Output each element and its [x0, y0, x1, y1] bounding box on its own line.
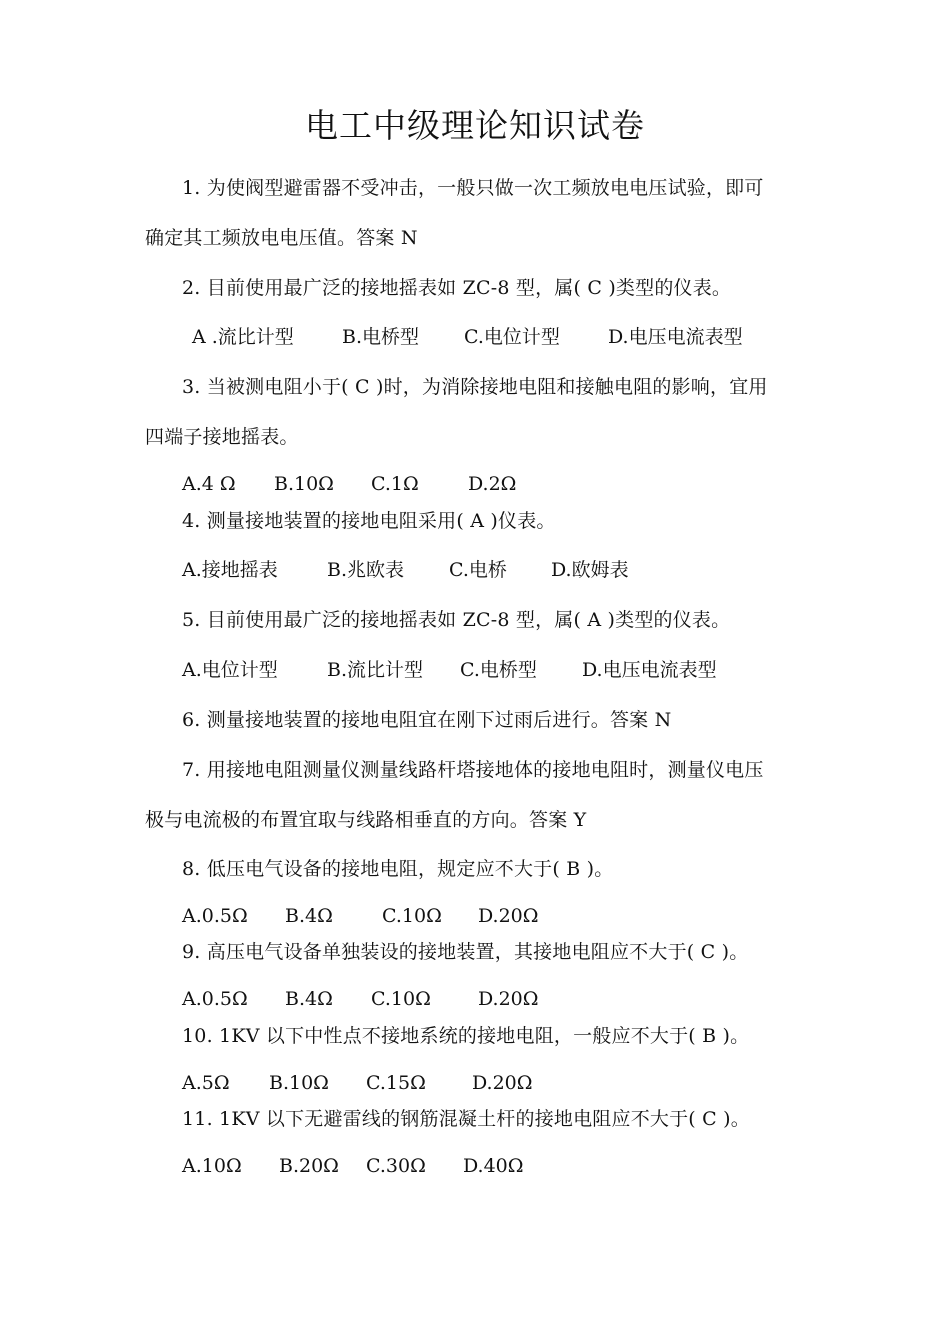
option-b: B.流比计型 — [327, 659, 424, 681]
option-b: B.兆欧表 — [327, 559, 405, 581]
question-3-text: 3. 当被测电阻小于( C )时，为消除接地电阻和接触电阻的影响，宜用 — [182, 376, 768, 398]
option-b: B.电桥型 — [342, 326, 420, 348]
question-10-text: 10. 1KV 以下中性点不接地系统的接地电阻，一般应不大于( B )。 — [182, 1025, 750, 1047]
question-1-text: 1. 为使阀型避雷器不受冲击，一般只做一次工频放电电压试验，即可 — [182, 177, 764, 199]
option-a: A .流比计型 — [192, 326, 294, 348]
option-a: A.10Ω — [182, 1155, 242, 1177]
option-c: C.电桥型 — [460, 659, 537, 681]
option-d: D.欧姆表 — [551, 559, 629, 581]
option-a: A.0.5Ω — [182, 905, 248, 927]
option-c: C.10Ω — [371, 988, 431, 1010]
question-1-text-cont: 确定其工频放电电压值。答案 N — [145, 227, 418, 249]
option-d: D.20Ω — [478, 988, 539, 1010]
option-b: B.4Ω — [285, 905, 333, 927]
option-c: C.电位计型 — [464, 326, 560, 348]
question-2-text: 2. 目前使用最广泛的接地摇表如 ZC-8 型，属( C )类型的仪表。 — [182, 277, 732, 299]
option-b: B.4Ω — [285, 988, 333, 1010]
option-b: B.10Ω — [274, 473, 334, 495]
option-c: C.10Ω — [382, 905, 442, 927]
question-4-text: 4. 测量接地装置的接地电阻采用( A )仪表。 — [182, 510, 556, 532]
question-8-text: 8. 低压电气设备的接地电阻，规定应不大于( B )。 — [182, 858, 614, 880]
option-d: D.电压电流表型 — [582, 659, 717, 681]
question-5-text: 5. 目前使用最广泛的接地摇表如 ZC-8 型，属( A )类型的仪表。 — [182, 609, 731, 631]
option-a: A.4 Ω — [182, 473, 236, 495]
option-a: A.接地摇表 — [182, 559, 278, 581]
option-a: A.电位计型 — [182, 659, 278, 681]
question-3-text-cont: 四端子接地摇表。 — [145, 426, 299, 448]
question-7-text: 7. 用接地电阻测量仪测量线路杆塔接地体的接地电阻时，测量仪电压 — [182, 759, 764, 781]
option-c: C.1Ω — [371, 473, 419, 495]
question-11-text: 11. 1KV 以下无避雷线的钢筋混凝土杆的接地电阻应不大于( C )。 — [182, 1108, 750, 1130]
option-b: B.10Ω — [269, 1072, 329, 1094]
option-b: B.20Ω — [279, 1155, 339, 1177]
option-d: D.电压电流表型 — [608, 326, 743, 348]
option-d: D.2Ω — [468, 473, 517, 495]
option-d: D.20Ω — [472, 1072, 533, 1094]
option-d: D.20Ω — [478, 905, 539, 927]
option-c: C.电桥 — [449, 559, 507, 581]
question-6-text: 6. 测量接地装置的接地电阻宜在刚下过雨后进行。答案 N — [182, 709, 672, 731]
option-d: D.40Ω — [463, 1155, 524, 1177]
option-a: A.5Ω — [182, 1072, 230, 1094]
question-7-text-cont: 极与电流极的布置宜取与线路相垂直的方向。答案 Y — [145, 809, 587, 831]
page-title: 电工中级理论知识试卷 — [305, 106, 645, 145]
question-9-text: 9. 高压电气设备单独装设的接地装置，其接地电阻应不大于( C )。 — [182, 941, 749, 963]
option-c: C.15Ω — [366, 1072, 426, 1094]
option-a: A.0.5Ω — [182, 988, 248, 1010]
option-c: C.30Ω — [366, 1155, 426, 1177]
